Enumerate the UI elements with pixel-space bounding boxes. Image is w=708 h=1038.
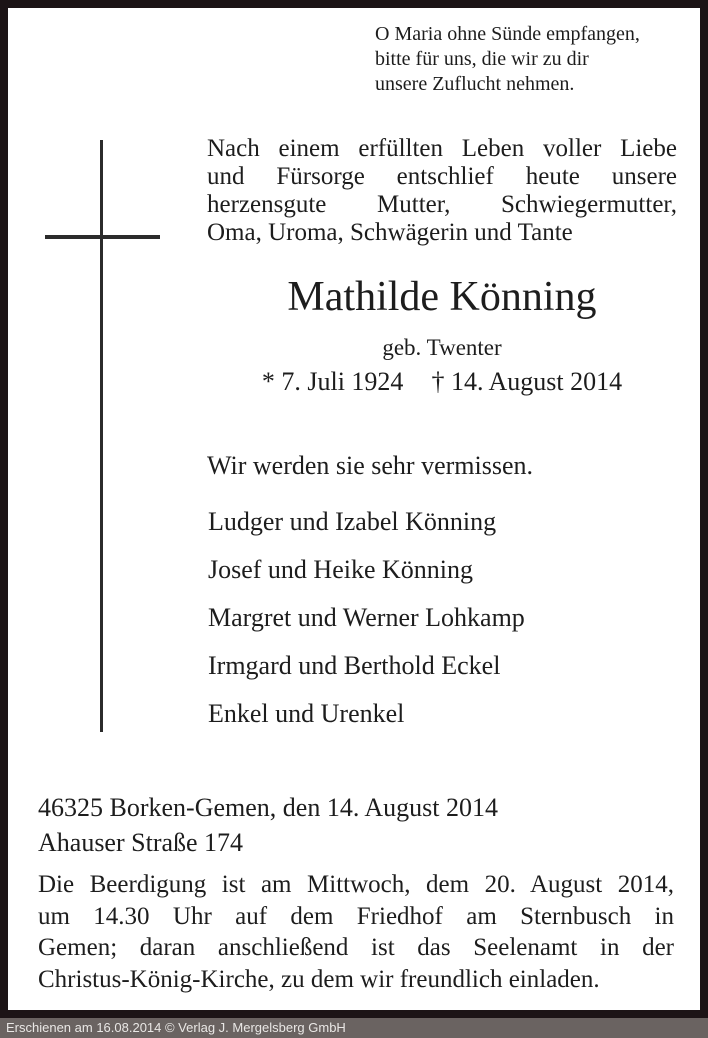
publisher-bar: Erschienen am 16.08.2014 © Verlag J. Mergelsberg GmbH [0,1018,708,1038]
mourner-line: Margret und Werner Lohkamp [208,603,525,632]
funeral-line: Die Beerdigung ist am Mittwoch, dem 20. August 2014, [38,871,674,898]
mourner-line: Enkel und Urenkel [208,699,405,728]
life-dates [207,366,677,398]
mourner-line: Ludger und Izabel Könning [208,507,497,536]
intro-line: herzensgute Mutter, Schwiegermutter, [207,191,677,218]
prayer-line: O Maria ohne Sünde empfangen, [375,23,640,45]
prayer-line: bitte für uns, die wir zu dir [375,48,589,70]
birth-date: * 7. Juli 1924 [261,367,404,396]
address-block [38,790,678,860]
intro-paragraph [207,135,677,247]
mourner-line: Josef und Heike Könning [208,555,474,584]
city-date-line: 46325 Borken-Gemen, den 14. August 2014 [38,793,499,822]
street-line: Ahauser Straße 174 [38,828,244,857]
funeral-line: um 14.30 Uhr auf dem Friedhof am Sternbusch in [38,902,674,930]
deceased-name: Mathilde Könning [287,274,597,320]
cross-vertical-bar [100,140,103,732]
cross-horizontal-bar [45,235,160,239]
maiden-name: geb. Twenter [382,335,502,360]
intro-line: Nach einem erfüllten Leben voller Liebe [207,135,677,162]
funeral-line: Gemen; daran anschließend ist das Seelenamt in der [38,934,674,961]
death-date: † 14. August 2014 [431,367,623,396]
farewell-line: Wir werden sie sehr vermissen. [207,451,534,480]
mourners-list [208,498,678,738]
funeral-paragraph [38,869,674,995]
intro-line: Oma, Uroma, Schwägerin und Tante [207,219,573,246]
funeral-line: Christus-König-Kirche, zu dem wir freundlich einladen. [38,965,600,993]
prayer-text [375,22,685,97]
mourner-line: Irmgard und Berthold Eckel [208,651,501,680]
prayer-line: unsere Zuflucht nehmen. [375,73,575,95]
intro-line: und Fürsorge entschlief heute unsere [207,163,677,190]
